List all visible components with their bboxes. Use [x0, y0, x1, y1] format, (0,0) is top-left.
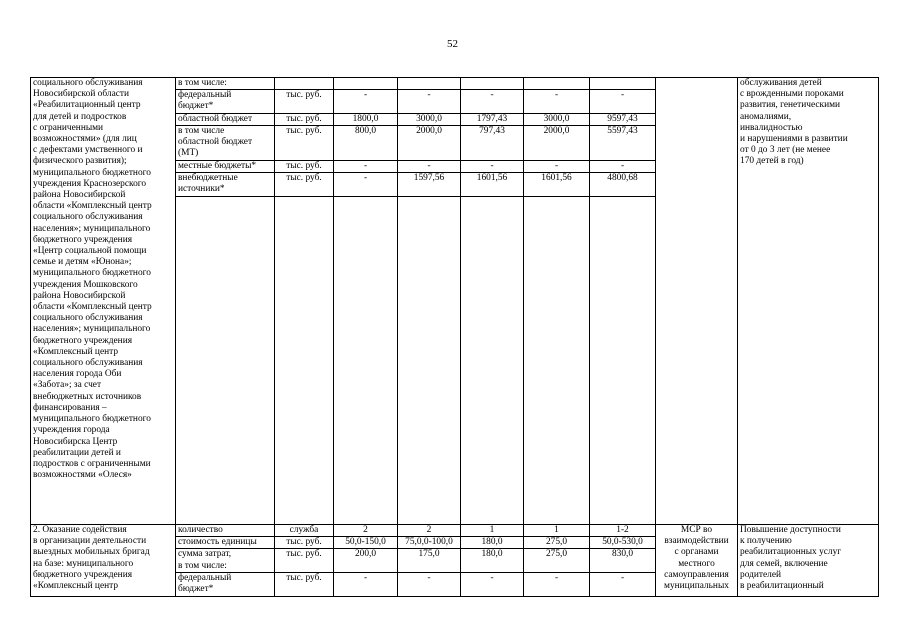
value-year1: - [334, 160, 398, 172]
value-year2: 2000,0 [398, 125, 461, 160]
value-year3: 180,0 [461, 537, 524, 549]
unit-cell: тыс. руб. [275, 173, 334, 197]
expected-result: Повышение доступности к получению реабилитационных услуг для семей, включение родителей в реабилитационный [738, 525, 879, 597]
value-year3: - [461, 160, 524, 172]
value-year3: 1797,43 [461, 113, 524, 125]
value-total: - [590, 572, 656, 596]
unit-cell: тыс. руб. [275, 549, 334, 572]
unit-cell: тыс. руб. [275, 113, 334, 125]
indicator-label: областной бюджет [176, 113, 275, 125]
value-year2: - [398, 90, 461, 113]
value-year1: 1800,0 [334, 113, 398, 125]
value-year1: - [334, 572, 398, 596]
value-year2: 75,0,0-100,0 [398, 537, 461, 549]
unit-cell: тыс. руб. [275, 125, 334, 160]
value-year4: 1 [524, 525, 590, 537]
table-row [31, 525, 879, 537]
value-year3: - [461, 90, 524, 113]
value-year1: - [334, 173, 398, 197]
value-year3 [461, 78, 524, 90]
value-year2: 2 [398, 525, 461, 537]
measure-description: социального обслуживания Новосибирской области «Реабилитационный центр для детей и подростков с ограниченными возможностями» (для лиц с дефектами умственного и физического развития); муниципального бюджетного учреждения Краснозерского района Новосибирской области «Комплексный центр социального обслуживания населения»; муниципального бюджетного учреждения «Центр социальной помощи семье и детям «Юнона»; муниципального бюджетного учреждения Мошковского района Новосибирской области «Комплексный центр социального обслуживания населения»; муниципального бюджетного учреждения «Комплексный центр социального обслуживания населения города Оби «Забота»; за счет внебюджетных источников финансирования – муниципального бюджетного учреждения города Новосибирска Центр реабилитации детей и подростков с ограниченными возможностями «Олеся» [31, 78, 176, 525]
block-2 [31, 525, 879, 597]
page-number: 52 [447, 38, 458, 50]
value-year3: 1 [461, 525, 524, 537]
value-year2: 1597,56 [398, 173, 461, 197]
value-year3: 1601,56 [461, 173, 524, 197]
value-total: 4800,68 [590, 173, 656, 197]
expected-result: обслуживания детей с врожденными пороками развития, генетическими аномалиями, инвалидностью и нарушениями в развитии от 0 до 3 лет (не менее 170 детей в год) [738, 78, 879, 525]
value-year2: - [398, 160, 461, 172]
indicator-label: местные бюджеты* [176, 160, 275, 172]
value-year4: 1601,56 [524, 173, 590, 197]
value-total: - [590, 90, 656, 113]
value-year4: 275,0 [524, 549, 590, 572]
indicator-label: сумма затрат, в том числе: [176, 549, 275, 572]
value-year3: - [461, 572, 524, 596]
value-total: 5597,43 [590, 125, 656, 160]
measure-description: 2. Оказание содействия в организации деятельности выездных мобильных бригад на базе: муниципального бюджетного учреждения «Комплексный центр [31, 525, 176, 597]
unit-cell: служба [275, 525, 334, 537]
value-total [590, 78, 656, 90]
value-year4: 2000,0 [524, 125, 590, 160]
unit-cell: тыс. руб. [275, 90, 334, 113]
value-year2 [398, 78, 461, 90]
value-year2: - [398, 572, 461, 596]
value-year4: 275,0 [524, 537, 590, 549]
executor-cell: МСР во взаимодействии с органами местного самоуправления муниципальных [656, 525, 738, 597]
executor-cell [656, 78, 738, 525]
program-table [30, 77, 879, 597]
value-year1: 2 [334, 525, 398, 537]
value-year1: 200,0 [334, 549, 398, 572]
value-total: 830,0 [590, 549, 656, 572]
value-year4: - [524, 572, 590, 596]
value-total: 50,0-530,0 [590, 537, 656, 549]
indicator-label: федеральный бюджет* [176, 90, 275, 113]
unit-cell: тыс. руб. [275, 572, 334, 596]
value-year4 [524, 78, 590, 90]
value-year4: - [524, 90, 590, 113]
value-year1: - [334, 90, 398, 113]
value-year3: 180,0 [461, 549, 524, 572]
value-year1: 800,0 [334, 125, 398, 160]
value-year2: 175,0 [398, 549, 461, 572]
indicator-label: в том числе областной бюджет (МТ) [176, 125, 275, 160]
unit-cell: тыс. руб. [275, 537, 334, 549]
value-year1: 50,0-150,0 [334, 537, 398, 549]
indicator-label: федеральный бюджет* [176, 572, 275, 596]
table-row [31, 78, 879, 90]
value-total: 1-2 [590, 525, 656, 537]
value-year4: - [524, 160, 590, 172]
value-total: 9597,43 [590, 113, 656, 125]
value-total: - [590, 160, 656, 172]
value-year1 [334, 78, 398, 90]
indicator-label: внебюджетные источники* [176, 173, 275, 197]
value-year2: 3000,0 [398, 113, 461, 125]
indicator-label: стоимость единицы [176, 537, 275, 549]
block-1 [31, 78, 879, 525]
indicator-label: в том числе: [176, 78, 275, 90]
unit-cell [275, 78, 334, 90]
value-year3: 797,43 [461, 125, 524, 160]
indicator-label: количество [176, 525, 275, 537]
unit-cell: тыс. руб. [275, 160, 334, 172]
value-year4: 3000,0 [524, 113, 590, 125]
